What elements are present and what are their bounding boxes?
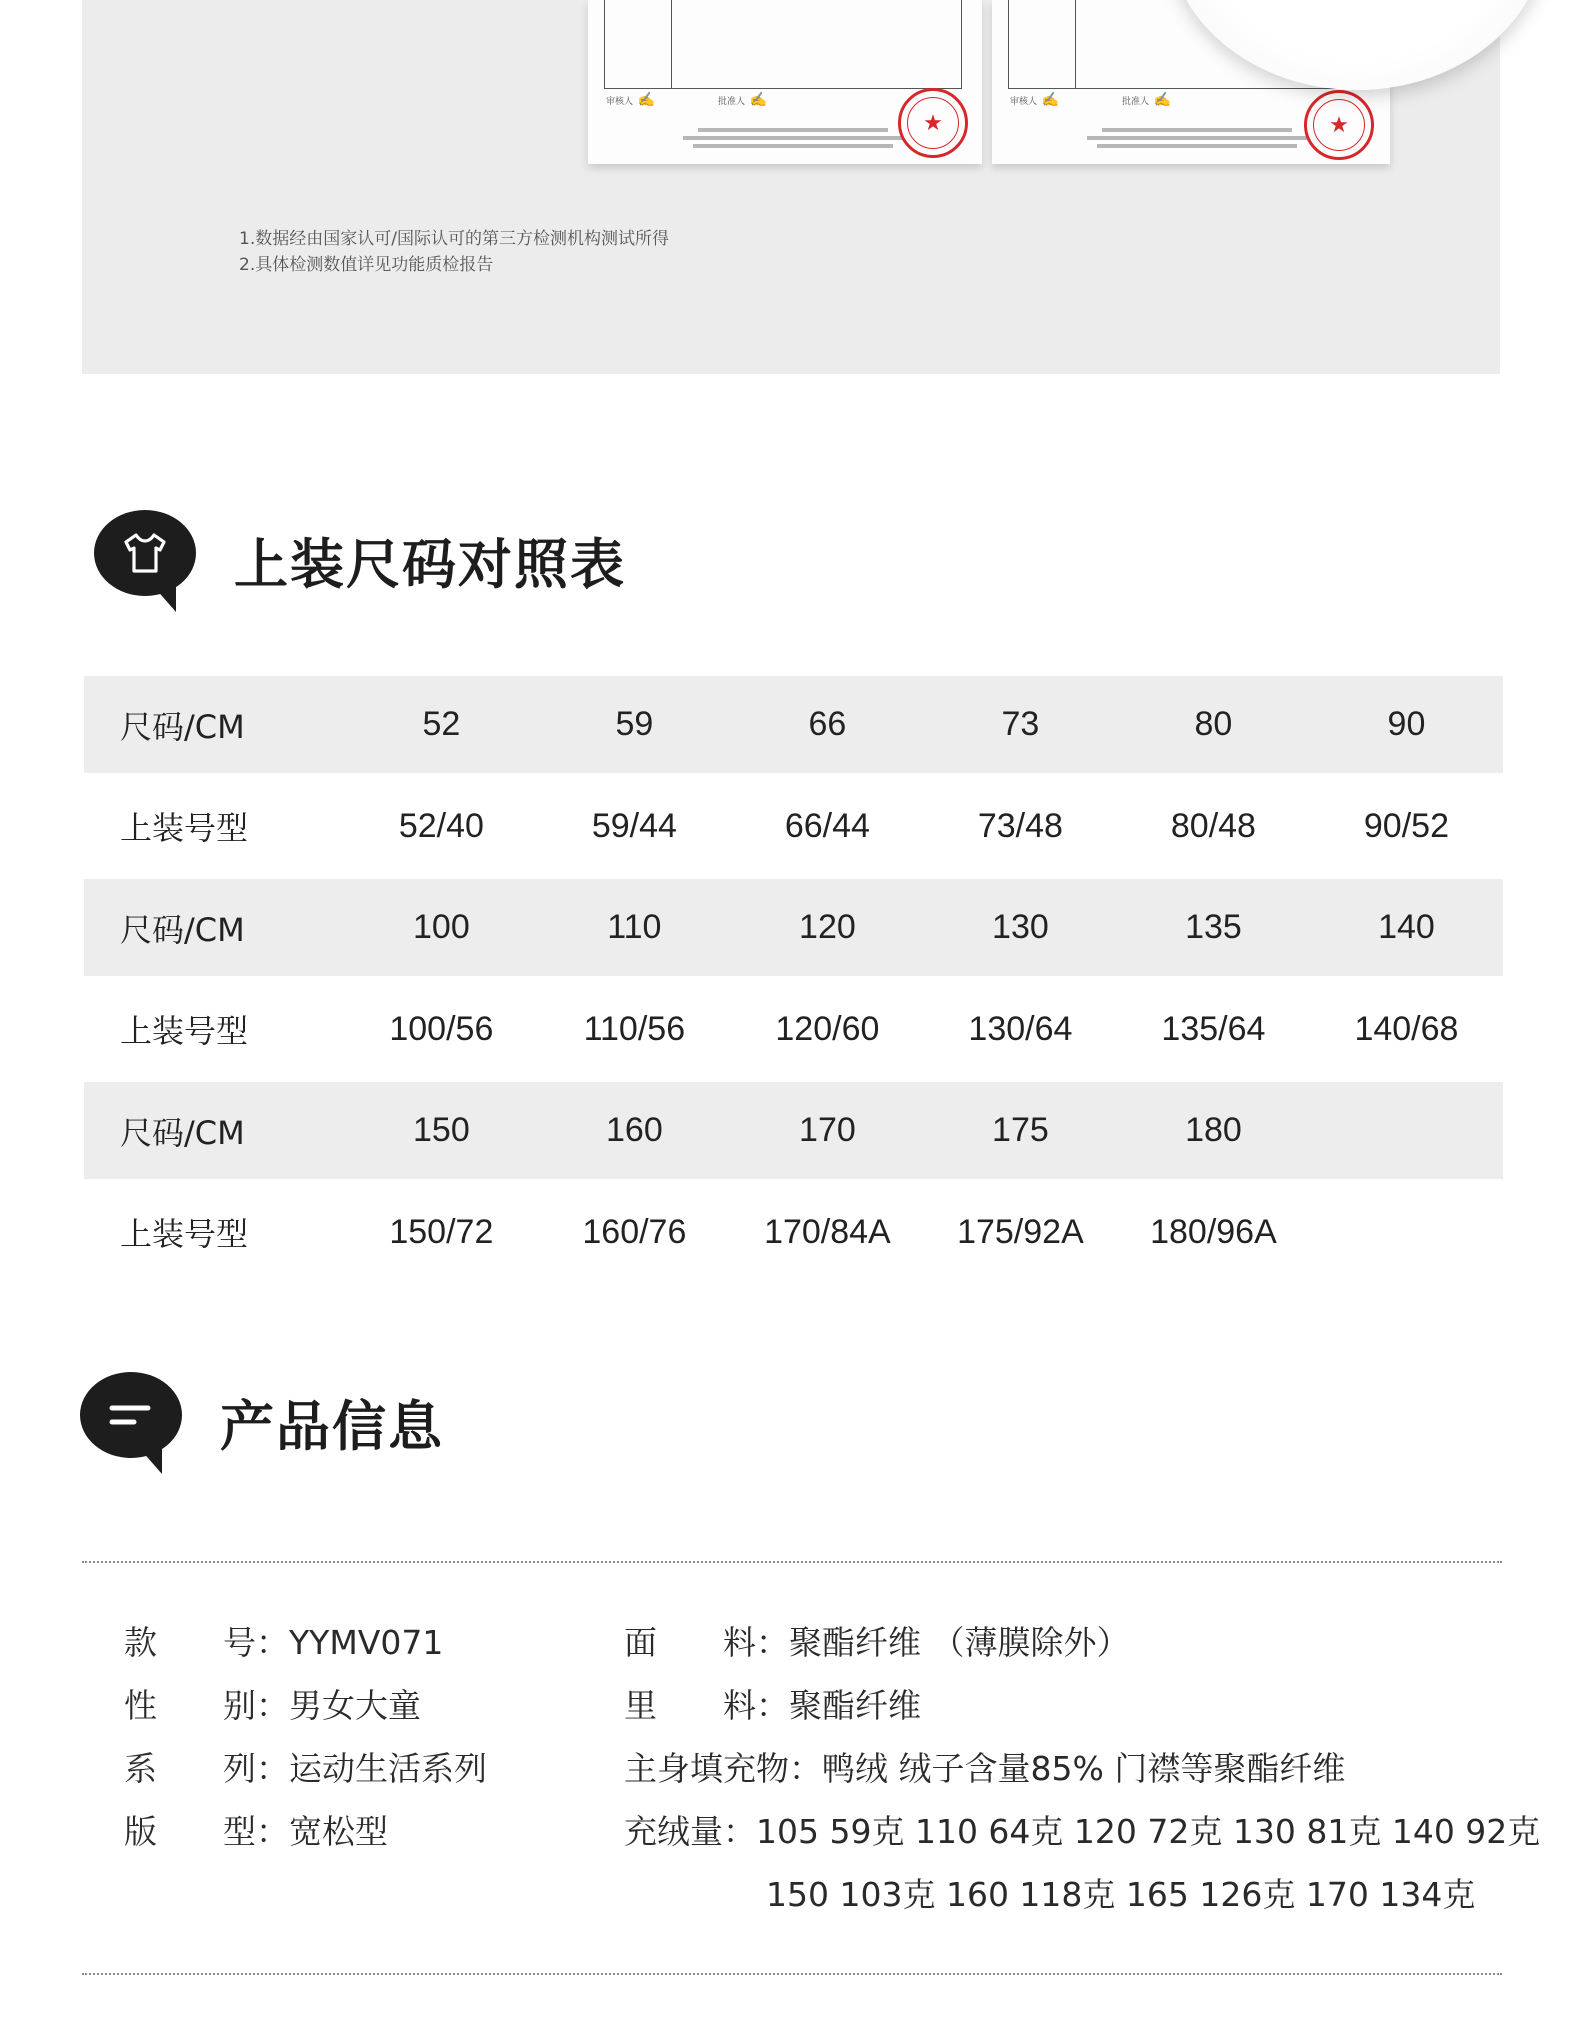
table-cell: 110/56 (583, 1009, 686, 1048)
size-table (84, 676, 1503, 1285)
certificate-panel (82, 0, 1500, 374)
info-value: 聚酯纤维 (789, 1686, 921, 1725)
table-cell: 66/44 (784, 806, 870, 845)
table-cell: 73/48 (977, 806, 1063, 845)
tshirt-icon (94, 510, 202, 610)
size-chart-header (94, 510, 626, 610)
table-cell: 80/48 (1170, 806, 1256, 845)
table-cell: 160 (606, 1111, 663, 1149)
table-cell: 73 (1001, 705, 1040, 743)
table-cell: 130/64 (968, 1009, 1073, 1048)
table-cell: 150 (413, 1111, 470, 1149)
table-cell: 120/60 (775, 1009, 880, 1048)
info-key: 主身填充物： (624, 1749, 822, 1788)
product-info-left (124, 1611, 487, 1863)
info-row (124, 1800, 487, 1863)
table-cell: 150/72 (389, 1212, 494, 1251)
table-cell: 170/84A (764, 1212, 891, 1251)
table-cell: 59/44 (591, 806, 677, 845)
table-cell: 59 (615, 705, 654, 743)
table-cell: 110 (607, 908, 662, 946)
table-cell: 90 (1387, 705, 1426, 743)
info-value: 宽松型 (289, 1812, 388, 1851)
red-stamp-icon: ★ (898, 88, 968, 158)
red-stamp-icon: ★ (1304, 90, 1374, 160)
info-value: 男女大童 (289, 1686, 421, 1725)
signature-approver: 批准人 ✍ (1122, 92, 1171, 108)
info-value: 150 103克 160 118克 165 126克 170 134克 (766, 1875, 1476, 1914)
table-row (84, 773, 1503, 879)
table-cell: 180/96A (1150, 1212, 1277, 1251)
info-key: 款 号： (124, 1623, 289, 1662)
table-row (84, 1179, 1503, 1285)
info-value: 运动生活系列 (289, 1749, 487, 1788)
info-row (624, 1737, 1540, 1800)
table-cell: 175 (992, 1111, 1049, 1149)
table-cell: 52 (422, 705, 461, 743)
table-cell: 180 (1185, 1111, 1242, 1149)
test-notes (239, 226, 669, 278)
info-row (124, 1611, 487, 1674)
table-cell: 90/52 (1363, 806, 1449, 845)
table-row (84, 976, 1503, 1082)
certificate-document-left (588, 0, 982, 164)
section-title: 上装尺码对照表 (234, 532, 626, 596)
signature-reviewer: 审核人 ✍ (606, 92, 655, 108)
info-row (624, 1674, 1540, 1737)
row-label: 上装号型 (120, 1215, 249, 1253)
info-row (124, 1674, 487, 1737)
info-row (624, 1863, 1540, 1926)
info-row (124, 1737, 487, 1800)
table-row (84, 676, 1503, 773)
note-line: 2.具体检测数值详见功能质检报告 (239, 255, 494, 275)
table-row (84, 1082, 1503, 1179)
table-cell: 52/40 (398, 806, 484, 845)
signature-approver: 批准人 ✍ (718, 92, 767, 108)
info-key: 性 别： (124, 1686, 289, 1725)
certificate-table (604, 0, 962, 89)
row-label: 上装号型 (120, 1012, 249, 1050)
table-cell: 135 (1185, 908, 1242, 946)
product-info-header (80, 1372, 444, 1472)
product-info-right (624, 1611, 1540, 1926)
info-value: 聚酯纤维 （薄膜除外） (789, 1623, 1130, 1662)
table-cell: 66 (808, 705, 847, 743)
table-cell: 170 (799, 1111, 856, 1149)
table-cell: 120 (799, 908, 856, 946)
table-cell: 140 (1378, 908, 1435, 946)
row-label: 上装号型 (120, 809, 249, 847)
divider (82, 1973, 1502, 1975)
signature-reviewer: 审核人 ✍ (1010, 92, 1059, 108)
info-value: YYMV071 (289, 1623, 444, 1662)
note-line: 1.数据经由国家认可/国际认可的第三方检测机构测试所得 (239, 229, 669, 249)
table-cell: 130 (992, 908, 1049, 946)
divider (82, 1561, 1502, 1563)
table-row (84, 879, 1503, 976)
table-cell: 100 (413, 908, 470, 946)
table-cell: 80 (1194, 705, 1233, 743)
row-label: 尺码/CM (120, 707, 245, 746)
table-cell: 140/68 (1354, 1009, 1459, 1048)
table-cell: 100/56 (389, 1009, 494, 1048)
section-title: 产品信息 (220, 1394, 444, 1458)
info-value: 鸭绒 绒子含量85% 门襟等聚酯纤维 (822, 1749, 1346, 1788)
row-label: 尺码/CM (120, 1113, 245, 1152)
info-key: 版 型： (124, 1812, 289, 1851)
row-label: 尺码/CM (120, 910, 245, 949)
table-cell: 160/76 (582, 1212, 687, 1251)
info-value: 105 59克 110 64克 120 72克 130 81克 140 92克 (756, 1812, 1541, 1851)
info-row (624, 1611, 1540, 1674)
table-cell: 175/92A (957, 1212, 1084, 1251)
info-row (624, 1800, 1540, 1863)
info-key: 里 料： (624, 1686, 789, 1725)
info-key: 面 料： (624, 1623, 789, 1662)
chat-lines-icon (80, 1372, 188, 1472)
table-cell: 135/64 (1161, 1009, 1266, 1048)
info-key: 系 列： (124, 1749, 289, 1788)
info-key: 充绒量： (624, 1812, 756, 1851)
